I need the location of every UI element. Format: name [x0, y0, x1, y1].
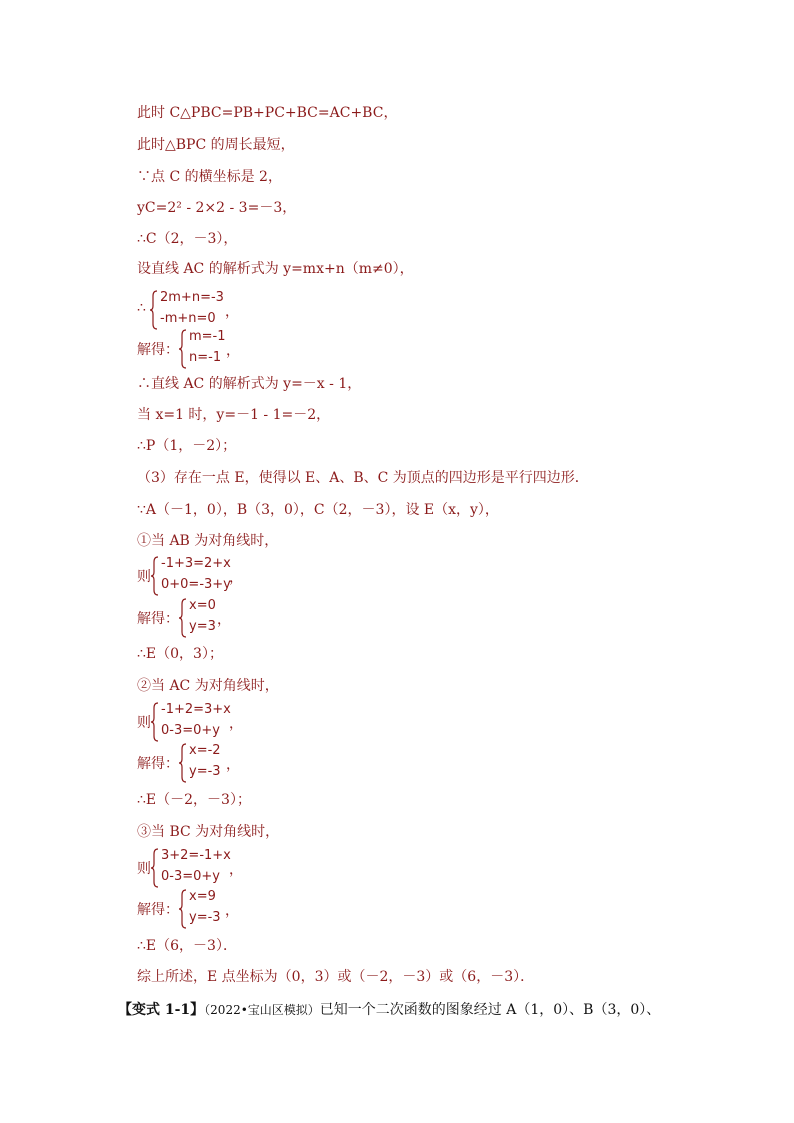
text-line: ∵A（－1，0），B（3，0），C（2，－3），设 E（x，y），: [137, 502, 499, 518]
text-line: ∴C（2，－3），: [137, 231, 238, 247]
text-line: （3）存在一点 E，使得以 E、A、B、C 为顶点的四边形是平行四边形．: [137, 470, 589, 486]
system-tail: ，: [217, 612, 231, 628]
system-label: 则: [137, 569, 151, 585]
result-line: ∴E（－2，－3）；: [137, 792, 251, 808]
case-heading: ①当 AB 为对角线时，: [137, 533, 279, 549]
system-row: x=-2: [189, 743, 221, 758]
text-line: 此时 C△PBC=PB+PC+BC=AC+BC，: [137, 105, 398, 121]
case-heading: ③当 BC 为对角线时，: [137, 824, 280, 840]
text-line: 设直线 AC 的解析式为 y=mx+n（m≠0），: [137, 261, 414, 277]
problem-text: 已知一个二次函数的图象经过 A（1，0）、B（3，0）、: [319, 1002, 661, 1018]
brace-icon: [151, 556, 159, 596]
brace-icon: [179, 889, 187, 929]
case-heading: ②当 AC 为对角线时，: [137, 678, 279, 694]
system-tail: ，: [225, 903, 239, 919]
system-label: 解得：: [137, 342, 179, 358]
text-line: ∴直线 AC 的解析式为 y=－x - 1，: [137, 376, 362, 392]
system-row: x=9: [189, 889, 216, 904]
system-row: y=-3: [189, 910, 221, 925]
system-tail: ，: [229, 862, 243, 878]
next-problem-line: [118, 999, 660, 1019]
system-row: 2m+n=-3: [160, 290, 224, 305]
brace-icon: [150, 290, 158, 330]
system-label: 则: [137, 715, 151, 731]
system-label: 解得：: [137, 756, 179, 772]
brace-icon: [179, 598, 187, 638]
system-label: ∴: [137, 300, 146, 316]
system-row: n=-1: [189, 350, 222, 365]
system-row: -m+n=0: [160, 311, 216, 326]
result-line: ∴E（6，－3）．: [137, 938, 237, 954]
text-line: 此时△BPC 的周长最短，: [137, 137, 295, 153]
system-row: -1+3=2+x: [161, 556, 231, 571]
system-tail: ，: [225, 304, 239, 320]
system-row: 3+2=-1+x: [161, 848, 231, 863]
system-row: x=0: [189, 598, 216, 613]
text-line: ∴P（1，－2）；: [137, 438, 237, 454]
brace-icon: [151, 702, 159, 742]
problem-source: （2022•宝山区模拟）: [204, 1003, 320, 1017]
system-row: 0+0=-3+y: [161, 577, 231, 592]
system-tail: ，: [226, 343, 240, 359]
summary-line: 综上所述，E 点坐标为（0，3）或（－2，－3）或（6，－3）．: [137, 969, 535, 985]
system-tail: ，: [229, 716, 243, 732]
system-row: 0-3=0+y: [161, 869, 220, 884]
system-row: m=-1: [189, 329, 226, 344]
system-label: 解得：: [137, 611, 179, 627]
brace-icon: [151, 848, 159, 888]
text-line: ∵点 C 的横坐标是 2，: [137, 169, 282, 185]
system-row: y=3: [189, 619, 216, 634]
result-line: ∴E（0，3）；: [137, 646, 223, 662]
system-label: 解得：: [137, 902, 179, 918]
brace-icon: [179, 743, 187, 783]
problem-tag: 【变式 1-1】: [118, 1002, 205, 1018]
system-row: -1+2=3+x: [161, 702, 231, 717]
system-tail: ，: [226, 757, 240, 773]
text-line: yC=2² - 2×2 - 3=－3，: [137, 200, 297, 216]
system-row: 0-3=0+y: [161, 723, 220, 738]
text-line: 当 x=1 时，y=－1 - 1=－2，: [137, 407, 331, 423]
system-row: y=-3: [189, 764, 221, 779]
system-label: 则: [137, 861, 151, 877]
brace-icon: [179, 329, 187, 369]
system-tail: ，: [229, 570, 243, 586]
